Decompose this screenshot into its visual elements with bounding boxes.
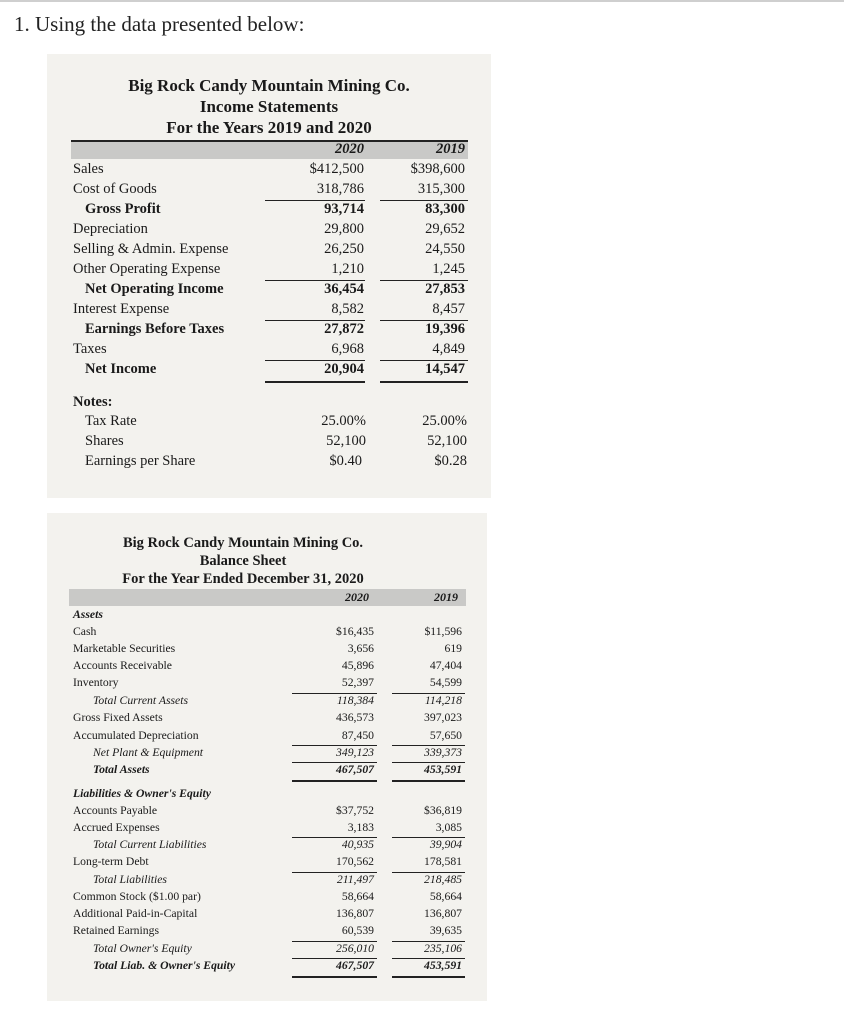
balance-period: For the Year Ended December 31, 2020 — [122, 571, 364, 587]
value-2020: 87,450 — [341, 729, 374, 742]
value-2019: 24,550 — [425, 241, 465, 257]
balance-row — [47, 855, 487, 872]
row-label: Total Current Liabilities — [93, 838, 207, 851]
liabilities-header — [47, 787, 487, 804]
value-2019: 235,106 — [424, 942, 462, 955]
balance-row-total-current-liabilities — [47, 838, 487, 855]
row-label: Accounts Payable — [73, 804, 158, 817]
value-2019: $0.28 — [434, 453, 467, 469]
value-2020: 211,497 — [336, 873, 374, 886]
balance-row — [47, 711, 487, 728]
row-label: Accounts Receivable — [73, 659, 172, 672]
balance-title: Big Rock Candy Mountain Mining Co. — [122, 535, 364, 551]
value-2019: 19,396 — [425, 321, 465, 337]
balance-row — [47, 804, 487, 821]
question-text: 1. Using the data presented below: — [14, 12, 305, 36]
value-2019: 47,404 — [429, 659, 462, 672]
value-2019: 619 — [444, 642, 462, 655]
row-label: Earnings Before Taxes — [85, 321, 225, 337]
value-2020: 40,935 — [341, 838, 374, 851]
balance-row — [47, 924, 487, 941]
col-2019-header: 2019 — [434, 590, 458, 604]
value-2020: 29,800 — [324, 221, 364, 237]
balance-row-total-liabilities — [47, 873, 487, 890]
row-label: Accrued Expenses — [73, 821, 160, 834]
value-2020: 467,507 — [336, 763, 374, 776]
underline-rule — [265, 381, 365, 383]
notes-label — [47, 394, 491, 414]
value-2020: 349,123 — [336, 746, 374, 759]
row-label: Sales — [73, 161, 104, 177]
income-row-ebt — [47, 321, 491, 341]
row-label: Common Stock ($1.00 par) — [73, 890, 201, 903]
row-label: Net Plant & Equipment — [93, 746, 204, 759]
underline-rule — [392, 780, 465, 782]
row-label: Accumulated Depreciation — [73, 729, 199, 742]
underline-rule — [380, 381, 468, 383]
row-label: Total Assets — [93, 763, 150, 776]
income-subtitle: Income Statements — [199, 97, 339, 116]
value-2019: 39,635 — [429, 924, 462, 937]
underline-rule — [265, 280, 365, 281]
row-label: Shares — [85, 433, 124, 449]
underline-rule — [292, 745, 377, 746]
income-row-gross-profit — [47, 201, 491, 221]
value-2020: 93,714 — [324, 201, 364, 217]
row-label: Net Operating Income — [85, 281, 224, 297]
value-2020: $0.40 — [329, 453, 362, 469]
value-2019: 39,904 — [429, 838, 462, 851]
notes-row — [47, 413, 491, 433]
value-2019: $11,596 — [424, 625, 462, 638]
value-2020: 36,454 — [324, 281, 364, 297]
value-2019: 29,652 — [425, 221, 465, 237]
value-2019: 4,849 — [432, 341, 465, 357]
value-2019: 52,100 — [427, 433, 467, 449]
row-label: Earnings per Share — [85, 453, 196, 469]
value-2020: $37,752 — [336, 804, 374, 817]
row-label: Taxes — [73, 341, 107, 357]
balance-row — [47, 659, 487, 676]
balance-row — [47, 676, 487, 693]
row-label: Additional Paid-in-Capital — [73, 907, 198, 920]
col-2020-header: 2020 — [335, 141, 364, 157]
notes-row — [47, 433, 491, 453]
value-2020: 52,397 — [341, 676, 374, 689]
row-label: Total Liab. & Owner's Equity — [93, 959, 236, 972]
value-2019: 58,664 — [429, 890, 462, 903]
row-label: Marketable Securities — [73, 642, 176, 655]
row-label: Selling & Admin. Expense — [73, 241, 229, 257]
value-2020: 45,896 — [341, 659, 374, 672]
underline-rule — [265, 320, 365, 321]
underline-rule — [292, 780, 377, 782]
value-2020: 3,656 — [347, 642, 374, 655]
row-label: Total Current Assets — [93, 694, 189, 707]
value-2019: 27,853 — [425, 281, 465, 297]
balance-row-total-current-assets — [47, 694, 487, 711]
underline-rule — [392, 837, 465, 838]
balance-row-total-assets — [47, 763, 487, 780]
value-2019: 114,218 — [424, 694, 462, 707]
underline-rule — [392, 976, 465, 978]
underline-rule — [265, 200, 365, 201]
value-2019: 397,023 — [424, 711, 462, 724]
row-label: Gross Fixed Assets — [73, 711, 163, 724]
value-2020: 1,210 — [331, 261, 364, 277]
underline-rule — [292, 693, 377, 694]
value-2019: 83,300 — [425, 201, 465, 217]
value-2020: 118,384 — [336, 694, 374, 707]
balance-subtitle: Balance Sheet — [199, 553, 287, 569]
row-label: Total Liabilities — [93, 873, 167, 886]
value-2020: 3,183 — [347, 821, 374, 834]
value-2019: 1,245 — [432, 261, 465, 277]
top-divider — [0, 0, 844, 2]
income-row-net-operating — [47, 281, 491, 301]
underline-rule — [292, 762, 377, 763]
balance-row-total-owners-equity — [47, 942, 487, 959]
row-label: Retained Earnings — [73, 924, 160, 937]
value-2020: $412,500 — [309, 161, 364, 177]
col-2020-header: 2020 — [345, 590, 369, 604]
value-2020: 467,507 — [336, 959, 374, 972]
value-2019: 54,599 — [429, 676, 462, 689]
income-row — [47, 221, 491, 241]
underline-rule — [292, 837, 377, 838]
row-label: Interest Expense — [73, 301, 170, 317]
income-row — [47, 301, 491, 321]
underline-rule — [380, 280, 468, 281]
value-2020: 136,807 — [336, 907, 374, 920]
row-label: Tax Rate — [85, 413, 137, 429]
value-2020: 8,582 — [331, 301, 364, 317]
underline-rule — [265, 360, 365, 361]
value-2019: 8,457 — [432, 301, 465, 317]
income-row — [47, 341, 491, 361]
value-2019: 218,485 — [424, 873, 462, 886]
value-2019: 453,591 — [424, 959, 462, 972]
value-2019: 57,650 — [429, 729, 462, 742]
row-label: Gross Profit — [85, 201, 161, 217]
underline-rule — [392, 958, 465, 959]
income-row-net-income — [47, 361, 491, 381]
underline-rule — [392, 762, 465, 763]
balance-row — [47, 729, 487, 746]
value-2020: 436,573 — [336, 711, 374, 724]
value-2020: 25.00% — [321, 413, 366, 429]
row-label: Depreciation — [73, 221, 148, 237]
income-title: Big Rock Candy Mountain Mining Co. — [128, 76, 410, 95]
underline-rule — [292, 941, 377, 942]
notes-row — [47, 453, 491, 473]
underline-rule — [292, 958, 377, 959]
value-2019: 453,591 — [424, 763, 462, 776]
value-2019: 3,085 — [435, 821, 462, 834]
value-2020: 170,562 — [336, 855, 374, 868]
balance-sheet-card — [47, 513, 487, 1001]
row-label: Inventory — [73, 676, 119, 689]
balance-row — [47, 821, 487, 838]
row-label: Net Income — [85, 361, 157, 377]
value-2019: 178,581 — [424, 855, 462, 868]
value-2020: 58,664 — [341, 890, 374, 903]
underline-rule — [392, 693, 465, 694]
row-label: Notes: — [73, 394, 113, 410]
underline-rule — [392, 745, 465, 746]
underline-rule — [380, 360, 468, 361]
value-2020: 52,100 — [326, 433, 366, 449]
balance-row — [47, 890, 487, 907]
value-2019: 315,300 — [417, 181, 465, 197]
value-2020: 20,904 — [324, 361, 364, 377]
value-2020: $16,435 — [336, 625, 374, 638]
balance-column-headers — [47, 590, 487, 607]
value-2020: 256,010 — [336, 942, 374, 955]
value-2020: 26,250 — [324, 241, 364, 257]
value-2020: 60,539 — [341, 924, 374, 937]
income-row — [47, 161, 491, 181]
row-label: Liabilities & Owner's Equity — [73, 787, 211, 800]
assets-header — [47, 608, 487, 625]
income-row — [47, 181, 491, 201]
income-row — [47, 261, 491, 281]
value-2019: 14,547 — [425, 361, 465, 377]
underline-rule — [292, 872, 377, 873]
balance-row-total-liab-equity — [47, 959, 487, 976]
value-2019: $36,819 — [424, 804, 462, 817]
income-column-headers — [47, 141, 491, 161]
underline-rule — [392, 941, 465, 942]
row-label: Long-term Debt — [73, 855, 149, 868]
value-2019: 25.00% — [422, 413, 467, 429]
balance-row — [47, 642, 487, 659]
row-label: Assets — [73, 608, 103, 621]
row-label: Cost of Goods — [73, 181, 157, 197]
underline-rule — [380, 200, 468, 201]
income-statement-card — [47, 54, 491, 498]
row-label: Total Owner's Equity — [93, 942, 192, 955]
balance-row — [47, 907, 487, 924]
row-label: Cash — [73, 625, 97, 638]
value-2019: 136,807 — [424, 907, 462, 920]
underline-rule — [380, 320, 468, 321]
income-period: For the Years 2019 and 2020 — [166, 118, 372, 137]
balance-row — [47, 625, 487, 642]
col-2019-header: 2019 — [436, 141, 465, 157]
value-2020: 318,786 — [316, 181, 364, 197]
value-2020: 27,872 — [324, 321, 364, 337]
income-row — [47, 241, 491, 261]
value-2019: 339,373 — [424, 746, 462, 759]
value-2020: 6,968 — [331, 341, 364, 357]
row-label: Other Operating Expense — [73, 261, 221, 277]
balance-row-net-plant — [47, 746, 487, 763]
value-2019: $398,600 — [410, 161, 465, 177]
underline-rule — [292, 976, 377, 978]
underline-rule — [392, 872, 465, 873]
